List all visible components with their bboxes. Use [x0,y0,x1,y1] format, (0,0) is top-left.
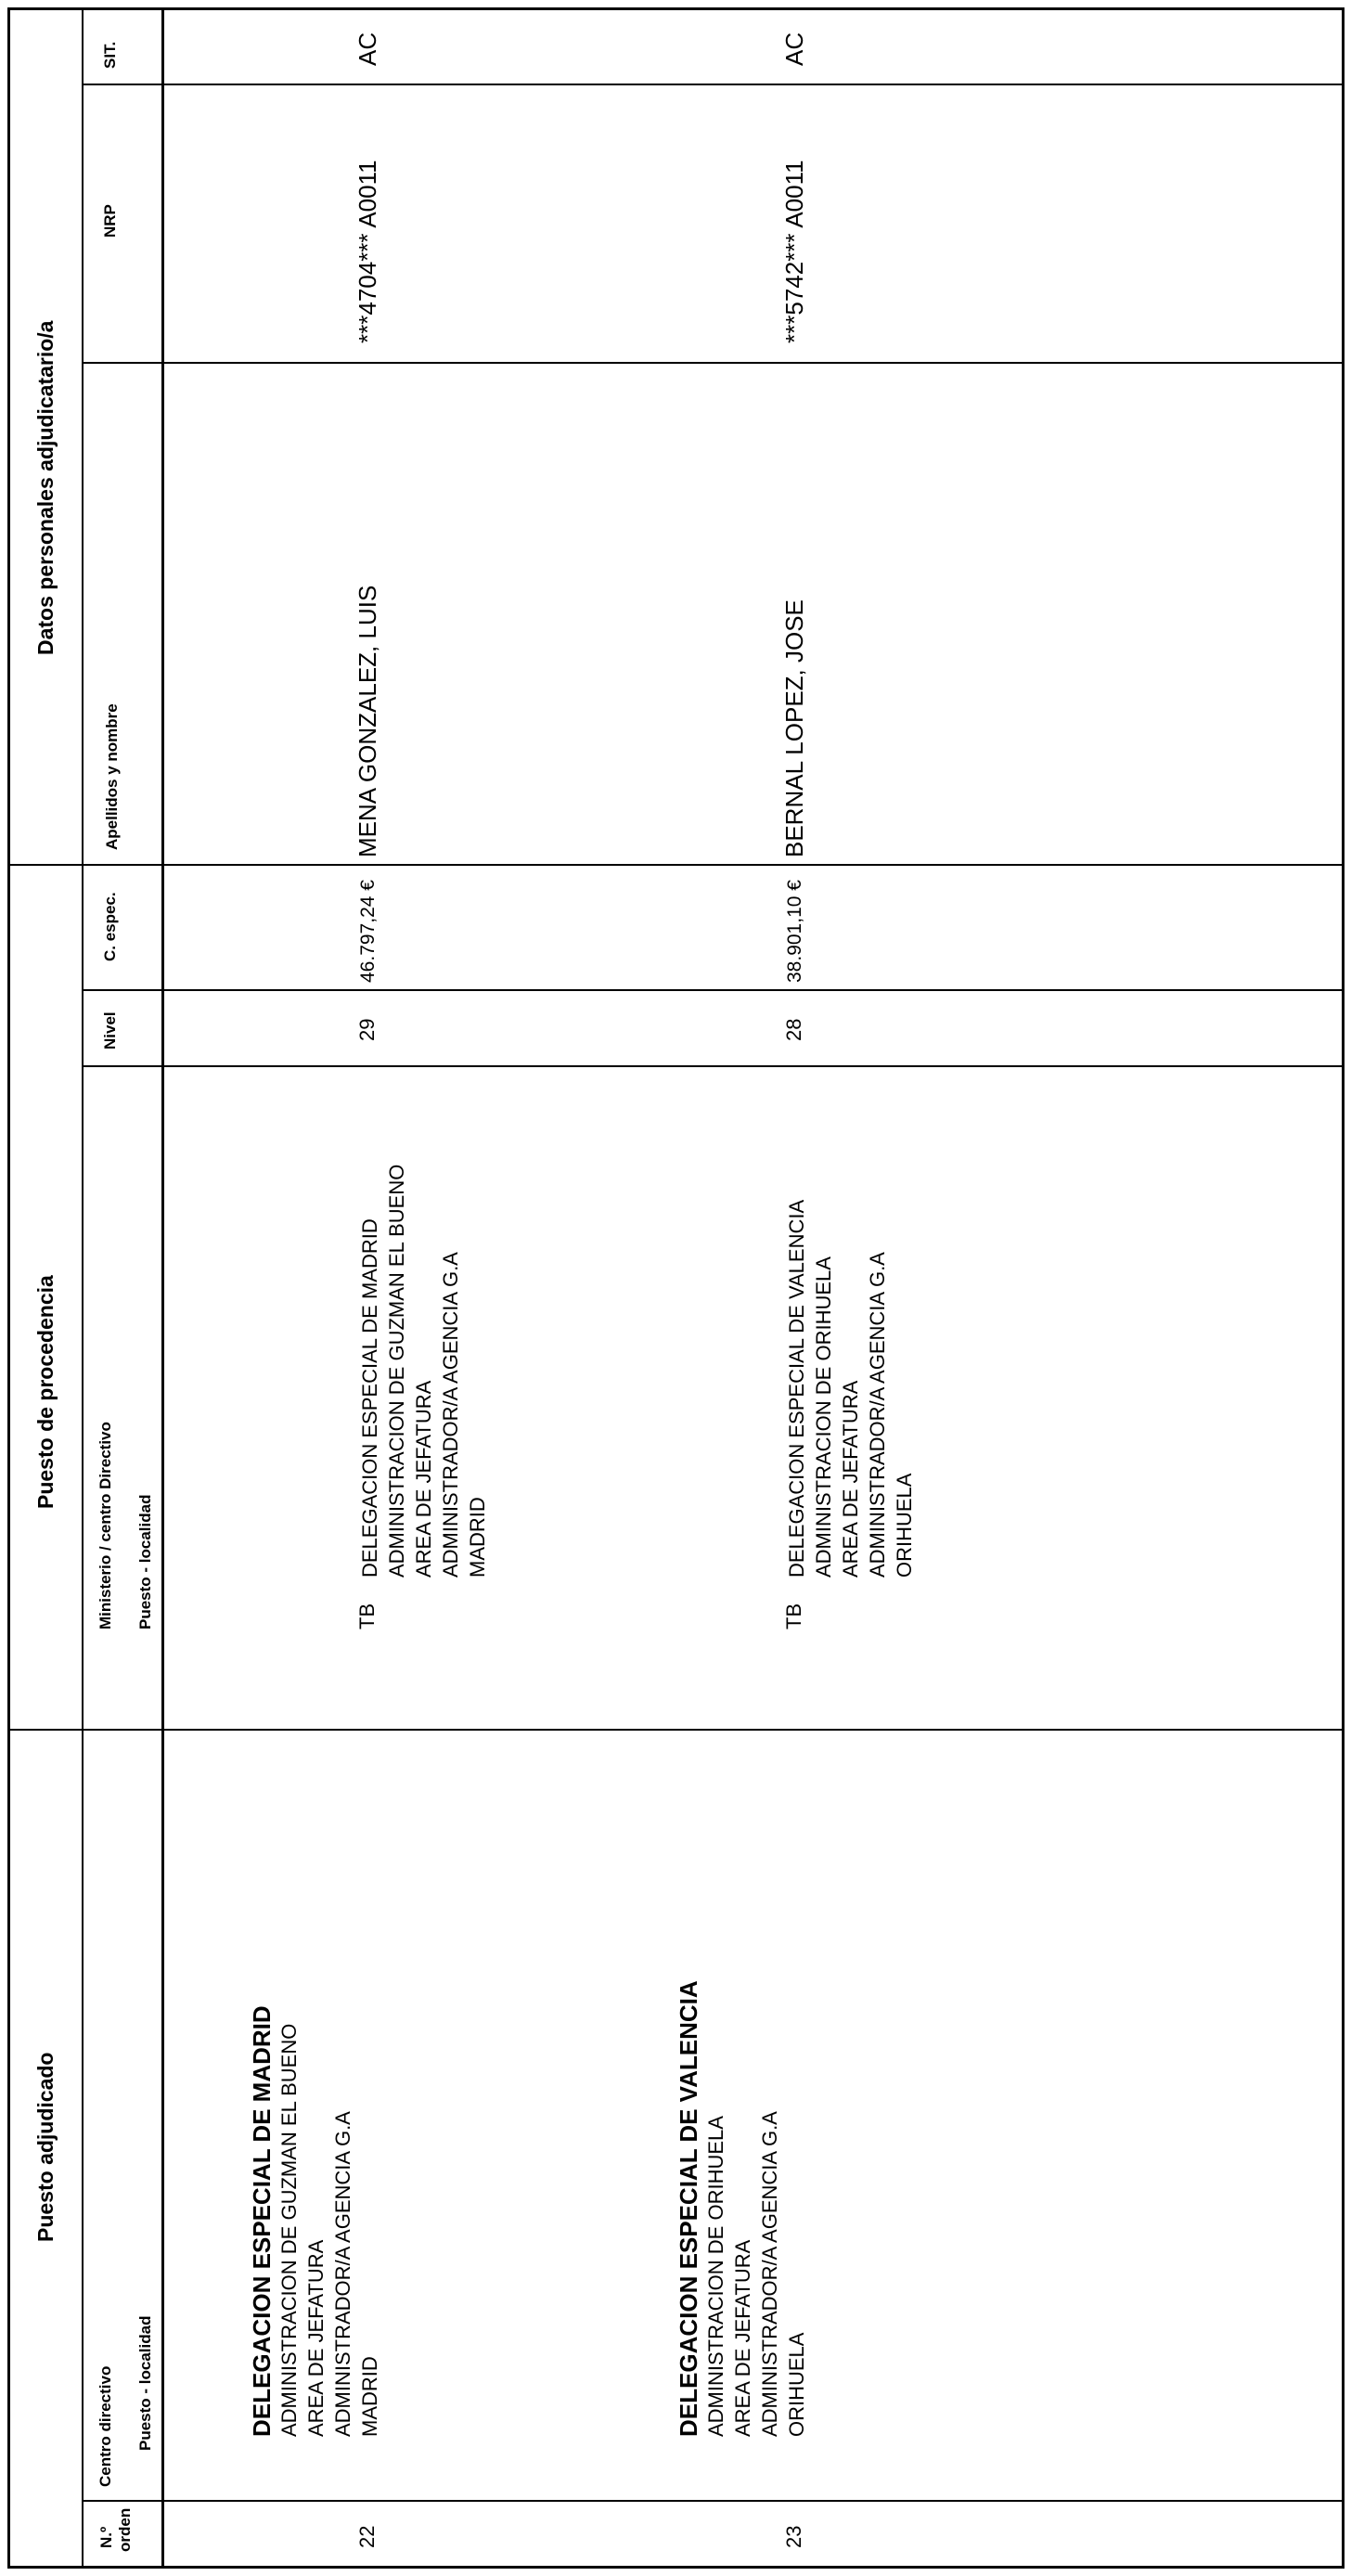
divider-nrp-sit [82,84,1345,85]
row-22-c-espec: 46.797,24 € [357,880,379,983]
col-header-sit: SIT. [101,41,119,69]
table-border-top [7,7,10,2569]
row-23-procedencia [783,1200,918,1578]
col-header-c-espec: C. espec. [101,892,119,961]
row-23-adjudicado-delegacion: DELEGACION ESPECIAL DE VALENCIA [675,1980,702,2437]
row-23-procedencia-line: ORIHUELA [893,1473,916,1578]
row-23-procedencia-line: AREA DE JEFATURA [839,1380,862,1578]
row-23-procedencia-line: ADMINISTRACION DE ORIHUELA [812,1256,835,1578]
row-23-nivel: 28 [782,1018,805,1041]
table-border-left [7,2566,1345,2569]
divider-procedencia-datos [7,864,1345,866]
divider-adjudicado-procedencia [7,1729,1345,1731]
group-header-adjudicado: Puesto adjudicado [33,2052,58,2242]
row-22-adjudicado-line: ADMINISTRACION DE GUZMAN EL BUENO [277,2023,301,2437]
row-22-adjudicado [249,2005,383,2437]
group-header-datos: Datos personales adjudicatario/a [33,320,58,655]
row-23-sit: AC [780,32,808,66]
row-23-adjudicado-line: ORIHUELA [785,2332,808,2437]
row-22-procedencia-line: ADMINISTRACION DE GUZMAN EL BUENO [385,1164,408,1578]
row-23-adjudicado-line: AREA DE JEFATURA [731,2239,754,2437]
row-23-procedencia-line: ADMINISTRADOR/A AGENCIA G.A [866,1252,889,1578]
col-header-puesto-localidad: Puesto - localidad [136,2315,154,2451]
row-22-procedencia [356,1165,491,1578]
row-23-nombre: BERNAL LOPEZ, JOSE [780,599,808,857]
row-22-adjudicado-delegacion: DELEGACION ESPECIAL DE MADRID [248,2005,276,2437]
row-22-adjudicado-line: MADRID [358,2356,381,2437]
row-22-nivel: 29 [355,1018,379,1041]
row-22-nombre: MENA GONZALEZ, LUIS [354,585,381,857]
row-23-procedencia-line: DELEGACION ESPECIAL DE VALENCIA [785,1199,808,1578]
col-header-nivel: Nivel [101,1011,119,1050]
table-border-bottom [1342,7,1345,2569]
row-22-adjudicado-line: ADMINISTRADOR/A AGENCIA G.A [331,2111,354,2437]
col-header-orden-2: orden [116,2507,134,2552]
col-header-centro-directivo: Centro directivo [96,2365,114,2487]
divider-ministerio-nivel [82,1065,1345,1067]
divider-orden-centro [82,2500,1345,2502]
table-border-right [7,7,1345,10]
row-23-adjudicado-line: ADMINISTRACION DE ORIHUELA [704,2116,727,2437]
row-23-adjudicado-line: ADMINISTRADOR/A AGENCIA G.A [758,2111,781,2437]
divider-nombre-nrp [82,362,1345,364]
row-23-nrp: ***5742*** A0011 [780,160,808,343]
row-23-c-espec: 38.901,10 € [784,880,805,983]
row-22-nrp: ***4704*** A0011 [354,160,381,343]
col-header-orden-1: N.º [97,2526,115,2548]
col-header-ministerio-centro: Ministerio / centro Directivo [96,1422,114,1629]
row-22-procedencia-line: ADMINISTRADOR/A AGENCIA G.A [439,1252,462,1578]
row-23-procedencia-code: TB [782,1603,805,1629]
row-22-sit: AC [354,32,381,66]
row-23-orden: 23 [782,2525,805,2548]
row-22-procedencia-line: MADRID [466,1497,489,1578]
col-header-nrp: NRP [101,204,119,238]
group-header-procedencia: Puesto de procedencia [33,1275,58,1509]
row-22-procedencia-line: DELEGACION ESPECIAL DE MADRID [358,1218,381,1578]
col-header-puesto-localidad-2: Puesto - localidad [136,1494,154,1629]
group-header-divider [82,7,84,2569]
column-header-divider [161,7,164,2569]
row-22-procedencia-line: AREA DE JEFATURA [412,1380,435,1578]
divider-nivel-cespec [82,989,1345,991]
row-23-adjudicado [676,1980,810,2437]
row-22-orden: 22 [355,2525,379,2548]
col-header-apellidos: Apellidos y nombre [103,703,121,850]
row-22-procedencia-code: TB [355,1603,379,1629]
row-22-adjudicado-line: AREA DE JEFATURA [304,2239,328,2437]
